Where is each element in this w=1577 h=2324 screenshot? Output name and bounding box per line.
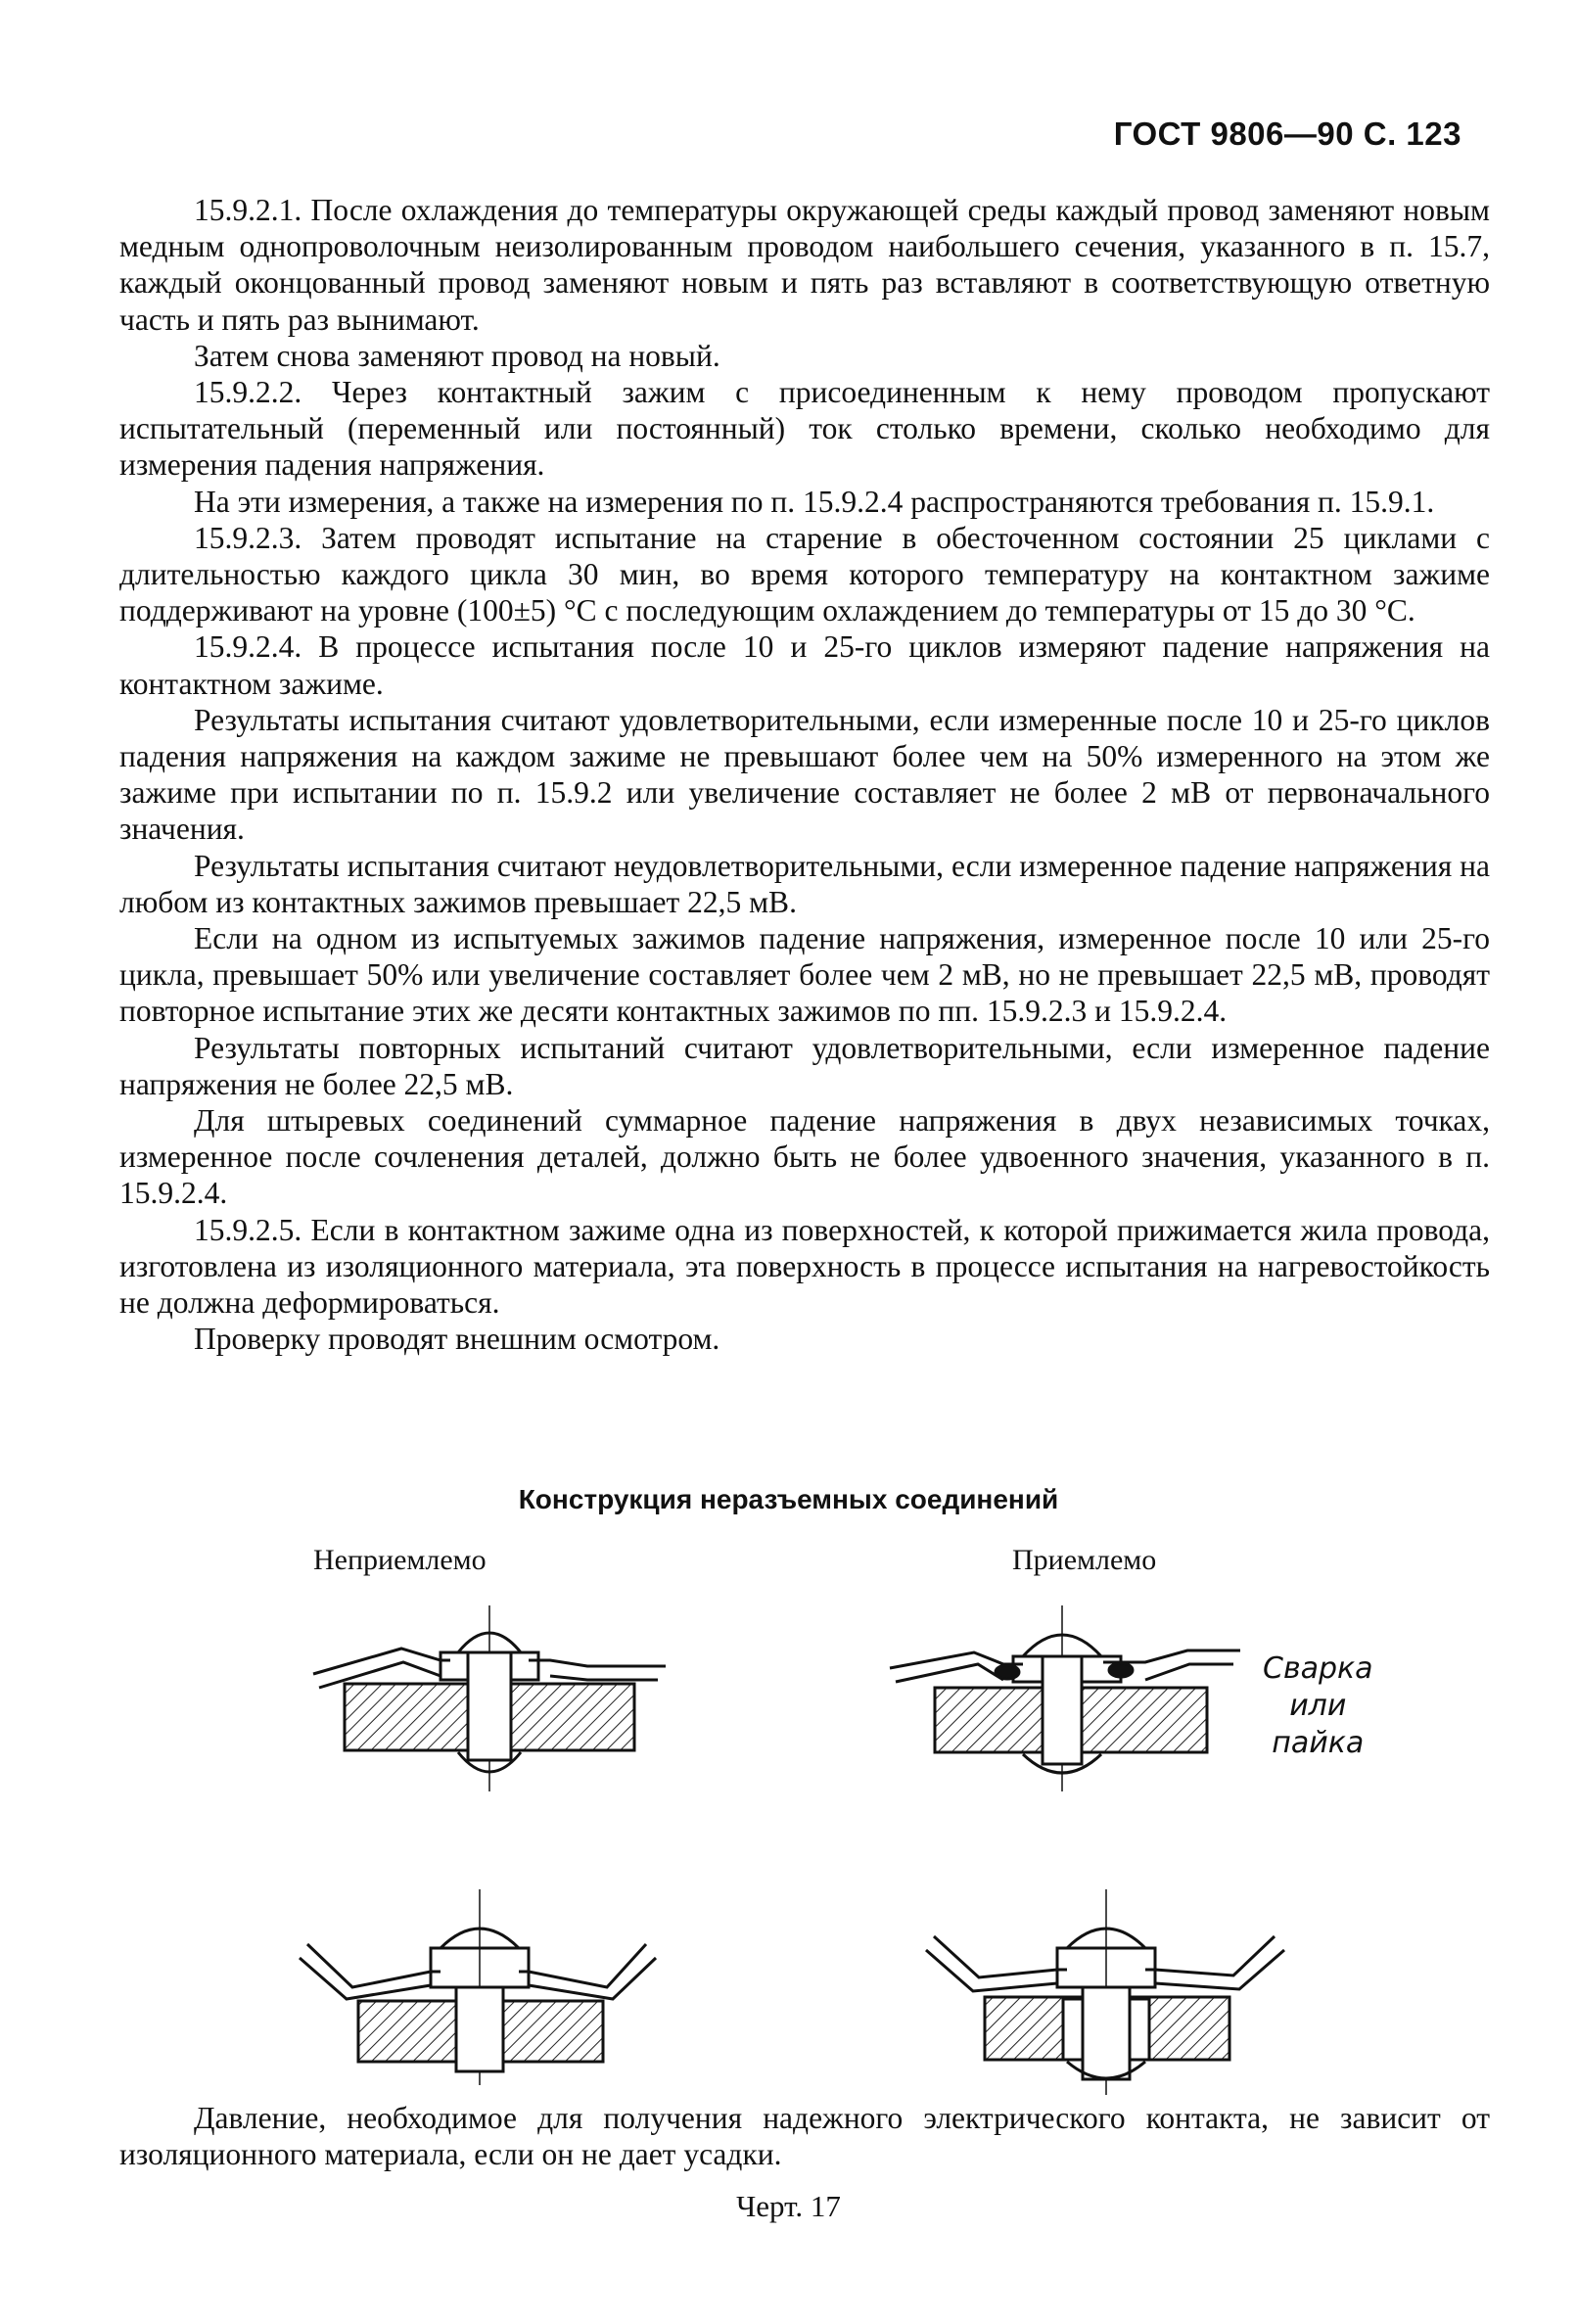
weld-solder-note: Сварка или пайка (1263, 1651, 1373, 1760)
paragraph: На эти измерения, а также на измерения по п. 15.9.2.4 распространяются требования п. 15.9.1. (194, 484, 1435, 519)
label-unacceptable: Неприемлемо (313, 1544, 487, 1576)
figure-number: Черт. 17 (736, 2189, 841, 2223)
paragraph: Для штыревых соединений суммарное падение напряжения в двух независимых точках, измеренное после сочленения деталей, должно быть не более удвоенного значения, указанного в п. 15.9.2.4. (119, 1103, 1490, 1211)
drawing-unacceptable-screw (294, 1889, 666, 2085)
paragraph: Результаты испытания считают неудовлетворительными, если измеренное падение напряжения на любом из контактных зажимов превышает 22,5 мВ. (119, 848, 1490, 919)
paragraph: Проверку проводят внешним осмотром. (194, 1322, 720, 1357)
drawing-acceptable-welded (876, 1605, 1268, 1791)
paragraph: 15.9.2.4. В процессе испытания после 10 и 25-го циклов измеряют падение напряжения на контактном зажиме. (119, 629, 1490, 701)
paragraph: 15.9.2.3. Затем проводят испытание на старение в обесточенном состоянии 25 циклами с длительностью каждого цикла 30 мин, во время которого температуру на контактном зажиме поддерживают на уровне (100±5) °С с последующим охлаждением до температуры от 15 до 30 °С. (119, 520, 1490, 628)
paragraph: 15.9.2.5. Если в контактном зажиме одна из поверхностей, к которой прижимается жила провода, изготовлена из изоляционного материала, эта поверхность в процессе испытания на нагревостойкость не должна деформироваться. (119, 1212, 1490, 1321)
paragraph: 15.9.2.1. После охлаждения до температуры окружающей среды каждый провод заменяют новым медным однопроволочным неизолированным проводом наибольшего сечения, указанного в п. 15.7, каждый оконцованный провод заменяют новым и пять раз вставляют в соответствующую ответную часть и пять раз вынимают. (119, 193, 1490, 337)
label-acceptable: Приемлемо (1012, 1544, 1157, 1576)
drawing-acceptable-screw (920, 1889, 1292, 2095)
paragraph: 15.9.2.2. Через контактный зажим с присоединенным к нему проводом пропускают испытательный (переменный или постоянный) ток столько времени, сколько необходимо для измерения падения напряжения. (119, 375, 1490, 483)
page-header: ГОСТ 9806—90 С. 123 (1113, 116, 1461, 152)
figure-caption: Давление, необходимое для получения надежного электрического контакта, не зависит от изоляционного материала, если он не дает усадки. (119, 2101, 1490, 2172)
paragraph: Затем снова заменяют провод на новый. (194, 338, 720, 373)
paragraph: Если на одном из испытуемых зажимов падение напряжения, измеренное после 10 или 25-го цикла, превышает 50% или увеличение составляет более чем 2 мВ, но не превышает 22,5 мВ, проводят повторное испытание этих же десяти контактных зажимов по пп. 15.9.2.3 и 15.9.2.4. (119, 921, 1490, 1029)
drawing-unacceptable-rivet (294, 1605, 685, 1791)
paragraph: Результаты испытания считают удовлетворительными, если измеренные после 10 и 25-го циклов падения напряжения на каждом зажиме не превышают более чем на 50% измеренного на этом же зажиме при испытании по п. 15.9.2 или увеличение составляет не более 2 мВ от первоначального значения. (119, 702, 1490, 847)
figure-title: Конструкция неразъемных соединений (518, 1484, 1059, 1514)
body-text (119, 192, 1490, 1358)
paragraph: Результаты повторных испытаний считают удовлетворительными, если измеренное падение напряжения не более 22,5 мВ. (119, 1030, 1490, 1101)
